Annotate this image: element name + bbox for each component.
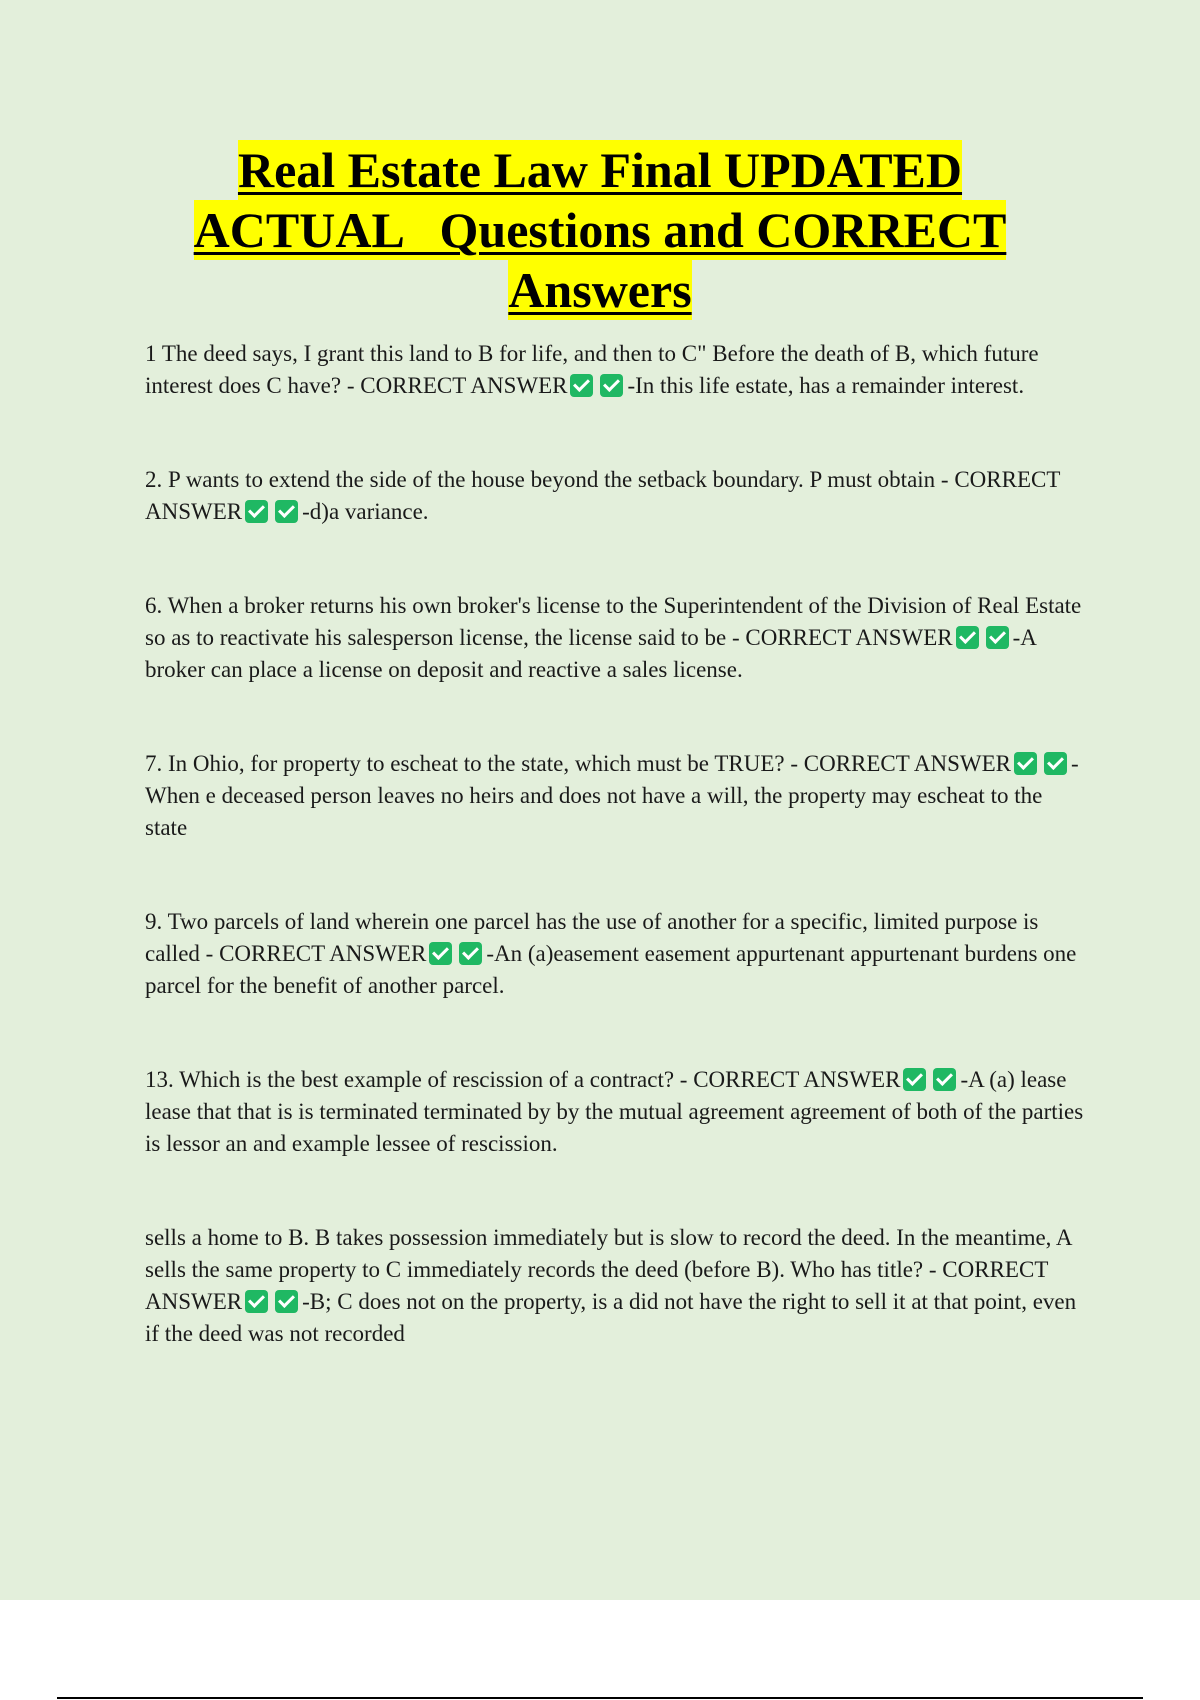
- question-text: 6. When a broker returns his own broker's license to the Superintendent of the Division of Real Estate so as to reactivate his salesperson license, the license said to be - CORRECT ANSWER: [145, 593, 1082, 650]
- answer-text: -When e deceased person leaves no heirs and does not have a will, the property may escheat to the state: [145, 751, 1079, 840]
- qa-item-4: [145, 748, 1090, 844]
- title-line-3: Answers: [508, 262, 692, 318]
- check-mark-icon: [956, 626, 979, 649]
- answer-text: -A broker can place a license on deposit and reactive a sales license.: [145, 625, 1036, 682]
- check-mark-icon: [600, 374, 623, 397]
- answer-text: -d)a variance.: [302, 499, 429, 524]
- check-mark-icon: [459, 942, 482, 965]
- question-text: 9. Two parcels of land wherein one parcel has the use of another for a specific, limited purpose is called - CORRECT ANSWER: [145, 909, 1039, 966]
- check-mark-icon: [1014, 752, 1037, 775]
- check-mark-icon: [986, 626, 1009, 649]
- document-title: [0, 140, 1200, 320]
- check-mark-icon: [903, 1068, 926, 1091]
- question-text: sells a home to B. B takes possession immediately but is slow to record the deed. In the meantime, A sells the same property to C immediately records the deed (before B). Who has title? - CORRECT ANSWER: [145, 1225, 1072, 1314]
- title-line-2: ACTUAL Questions and CORRECT: [193, 202, 1007, 258]
- qa-item-5: [145, 906, 1090, 1002]
- question-text: 13. Which is the best example of rescission of a contract? - CORRECT ANSWER: [145, 1067, 901, 1092]
- answer-text: -B; C does not on the property, is a did not have the right to sell it at that point, even if the deed was not recorded: [145, 1289, 1077, 1346]
- check-mark-icon: [245, 500, 268, 523]
- qa-list: [145, 338, 1090, 1350]
- answer-text: -A (a) lease lease that that is is terminated terminated by by the mutual agreement agreement of both of the parties is lessor an and example lessee of rescission.: [145, 1067, 1084, 1156]
- title-line-1: Real Estate Law Final UPDATED: [237, 142, 963, 198]
- question-text: 2. P wants to extend the side of the house beyond the setback boundary. P must obtain - CORRECT ANSWER: [145, 467, 1060, 524]
- answer-text: -An (a)easement easement appurtenant appurtenant burdens one parcel for the benefit of another parcel.: [145, 941, 1077, 998]
- qa-item-6: [145, 1064, 1090, 1160]
- footer-divider: [57, 1697, 1143, 1699]
- question-text: 1 The deed says, I grant this land to B for life, and then to C" Before the death of B, which future interest does C have? - CORRECT ANSWER: [145, 341, 1039, 398]
- qa-item-3: [145, 590, 1090, 686]
- check-mark-icon: [275, 500, 298, 523]
- qa-item-1: [145, 338, 1090, 402]
- check-mark-icon: [245, 1290, 268, 1313]
- check-mark-icon: [1044, 752, 1067, 775]
- question-text: 7. In Ohio, for property to escheat to the state, which must be TRUE? - CORRECT ANSWER: [145, 751, 1011, 776]
- qa-item-7: [145, 1222, 1090, 1350]
- qa-item-2: [145, 464, 1090, 528]
- answer-text: -In this life estate, has a remainder interest.: [627, 373, 1025, 398]
- check-mark-icon: [275, 1290, 298, 1313]
- check-mark-icon: [429, 942, 452, 965]
- check-mark-icon: [570, 374, 593, 397]
- check-mark-icon: [933, 1068, 956, 1091]
